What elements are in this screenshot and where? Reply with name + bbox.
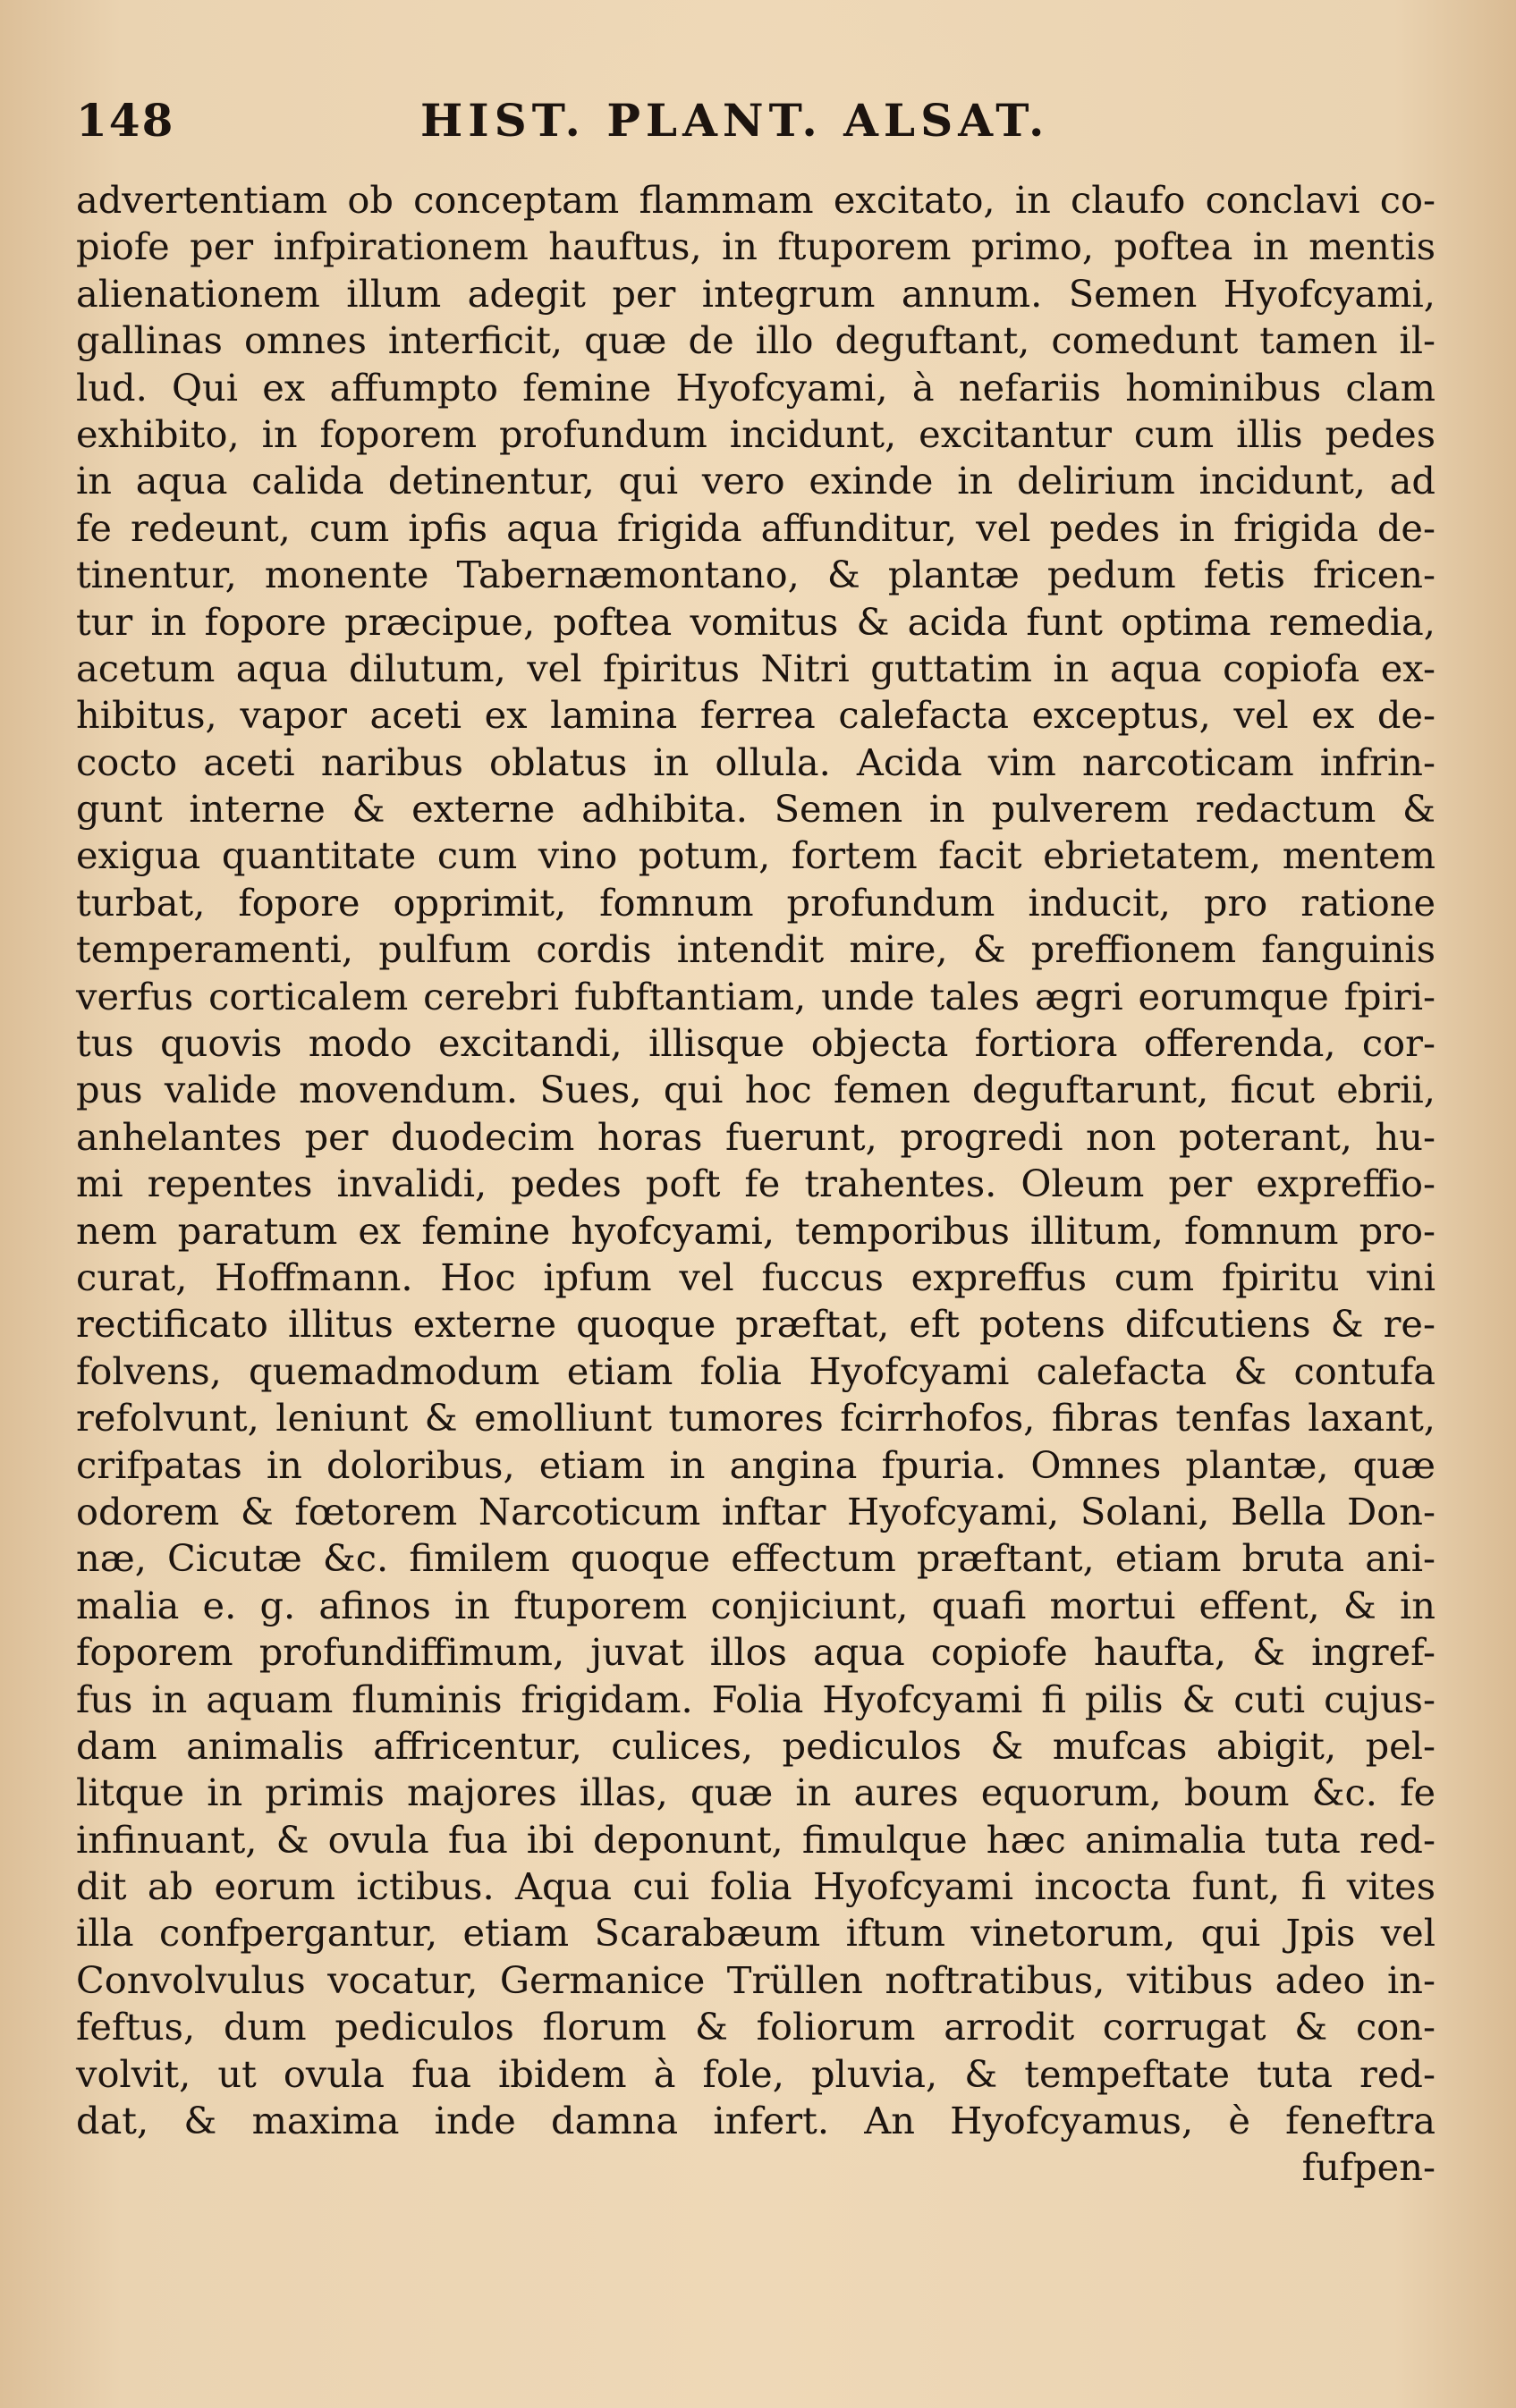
text-line: dat, & maxima inde damna infert. An Hyofcyamus, è feneftra — [76, 2099, 1436, 2143]
text-line: cocto aceti naribus oblatus in ollula. Acida vim narcoticam infrin- — [76, 739, 1436, 784]
text-line: gallinas omnes interficit, quæ de illo deguftant, comedunt tamen il- — [76, 318, 1436, 363]
text-line: refolvunt, leniunt & emolliunt tumores fcirrhofos, fibras tenfas laxant, — [76, 1396, 1436, 1441]
text-line: crifpatas in doloribus, etiam in angina fpuria. Omnes plantæ, quæ — [76, 1442, 1436, 1487]
text-line: dam animalis affricentur, culices, pediculos & mufcas abigit, pel- — [76, 1723, 1436, 1768]
running-head: HIST. PLANT. ALSAT. — [420, 94, 1050, 147]
text-line: folvens, quemadmodum etiam folia Hyofcyami calefacta & contufa — [76, 1348, 1436, 1393]
text-line: infinuant, & ovula fua ibi deponunt, fimulque hæc animalia tuta red- — [76, 1817, 1436, 1862]
text-line: verfus corticalem cerebri fubftantiam, unde tales ægri eorumque fpiri- — [76, 974, 1436, 1018]
text-line: litque in primis majores illas, quæ in aures equorum, boum &c. fe — [76, 1770, 1436, 1815]
text-line: gunt interne & externe adhibita. Semen in pulverem redactum & — [76, 787, 1436, 832]
page-header — [76, 94, 1436, 156]
text-line: fe redeunt, cum ipfis aqua frigida affunditur, vel pedes in frigida de- — [76, 505, 1436, 550]
text-line: feftus, dum pediculos florum & foliorum arrodit corrugat & con- — [76, 2005, 1436, 2049]
text-line: fus in aquam fluminis frigidam. Folia Hyofcyami fi pilis & cuti cujus- — [76, 1677, 1436, 1721]
text-line: lud. Qui ex affumpto femine Hyofcyami, à nefariis hominibus clam — [76, 365, 1436, 410]
text-line: odorem & fœtorem Narcoticum inftar Hyofcyami, Solani, Bella Don- — [76, 1489, 1436, 1534]
text-line: malia e. g. afinos in ftuporem conjiciunt, quafi mortui effent, & in — [76, 1583, 1436, 1627]
text-line: curat, Hoffmann. Hoc ipfum vel fuccus expreffus cum fpiritu vini — [76, 1255, 1436, 1299]
text-line: pus valide movendum. Sues, qui hoc femen deguftarunt, ficut ebrii, — [76, 1068, 1436, 1112]
text-line: mi repentes invalidi, pedes poft fe trahentes. Oleum per expreffio- — [76, 1162, 1436, 1206]
text-line: tinentur, monente Tabernæmontano, & plantæ pedum fetis fricen- — [76, 553, 1436, 597]
text-line: hibitus, vapor aceti ex lamina ferrea calefacta exceptus, vel ex de- — [76, 693, 1436, 738]
text-line: illa confpergantur, etiam Scarabæum iftum vinetorum, qui Jpis vel — [76, 1911, 1436, 1956]
text-line: tur in fopore præcipue, poftea vomitus & acida funt optima remedia, — [76, 599, 1436, 644]
text-line: volvit, ut ovula fua ibidem à fole, pluvia, & tempeftate tuta red- — [76, 2051, 1436, 2096]
text-line: turbat, fopore opprimit, fomnum profundum inducit, pro ratione — [76, 880, 1436, 925]
catchword: fufpen- — [1301, 2145, 1436, 2190]
text-line: in aqua calida detinentur, qui vero exinde in delirium incidunt, ad — [76, 459, 1436, 503]
text-line: piofe per infpirationem hauftus, in ftuporem primo, poftea in mentis — [76, 224, 1436, 269]
text-line: Convolvulus vocatur, Germanice Trüllen noftratibus, vitibus adeo in- — [76, 1957, 1436, 2002]
text-line: nem paratum ex femine hyofcyami, temporibus illitum, fomnum pro- — [76, 1208, 1436, 1253]
page-number: 148 — [76, 94, 175, 147]
text-line: advertentiam ob conceptam flammam excitato, in claufo conclavi co- — [76, 178, 1436, 222]
text-line: rectificato illitus externe quoque præftat, eft potens difcutiens & re- — [76, 1302, 1436, 1347]
text-line: exigua quantitate cum vino potum, fortem facit ebrietatem, mentem — [76, 833, 1436, 878]
text-line: foporem profundiffimum, juvat illos aqua copiofe haufta, & ingref- — [76, 1630, 1436, 1675]
text-line: acetum aqua dilutum, vel fpiritus Nitri guttatim in aqua copiofa ex- — [76, 646, 1436, 690]
text-line: tus quovis modo excitandi, illisque objecta fortiora offerenda, cor- — [76, 1021, 1436, 1066]
text-line: temperamenti, pulfum cordis intendit mire, & preffionem fanguinis — [76, 927, 1436, 972]
text-line: dit ab eorum ictibus. Aqua cui folia Hyofcyami incocta funt, fi vites — [76, 1864, 1436, 1909]
text-line: anhelantes per duodecim horas fuerunt, progredi non poterant, hu- — [76, 1114, 1436, 1159]
text-line: næ, Cicutæ &c. fimilem quoque effectum præftant, etiam bruta ani- — [76, 1536, 1436, 1581]
text-line: alienationem illum adegit per integrum annum. Semen Hyofcyami, — [76, 271, 1436, 316]
text-line: exhibito, in foporem profundum incidunt, excitantur cum illis pedes — [76, 411, 1436, 456]
body-text — [76, 177, 1436, 2192]
